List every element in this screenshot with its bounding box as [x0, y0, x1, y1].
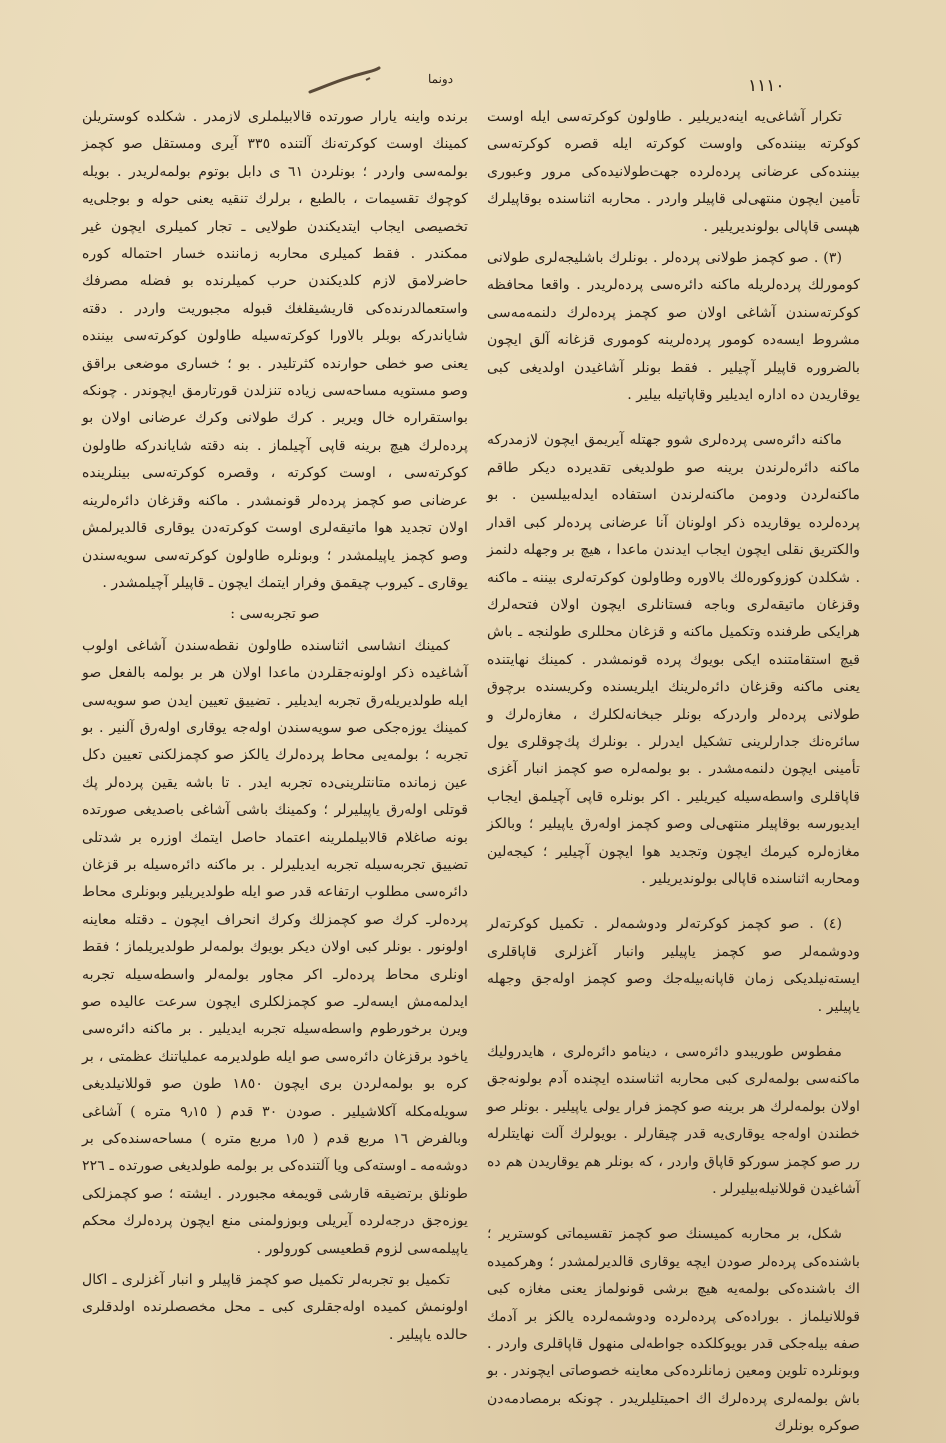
- paragraph: شکل، بر محاربه کمیسنك صو کچمز تقسیماتی کوستریر ؛ باشنده‌کی پرده‌لر صودن ایچه یوقاری قالدیرلمشدر ؛ وهرکمیده اك باشنده‌کی بولمه‌یه هیچ برشی قونولماز یعنی مغازه کبی قوللانیلماز . بوراده‌کی پرده‌لرده ودوشمه‌لرده یالکز بر آدمك صفه بیله‌جکی قدر بویوکلکده جواطه‌لی منهول قاپاقلری واردر . وبونلرده تلوین ومعین زمانلرده‌کی معاینه خصوصاتی ایچوندر . بو باش بولمه‌لری پرده‌لرك اك احمیتلیلریدر . چونکه برمصادمه‌دن صوکره بونلرك: [487, 1226, 860, 1435]
- paragraph: کمینك انشاسی اثناسنده طاولون نقطه‌سندن آشاغی اولوب آشاغیده ذکر اولونه‌جقلردن ماعدا اولان هر بر بولمه بالفعل صو ایله طولدیریله‌رق تجربه ایدیلیر . تضییق تعیین ایدن صو سویه‌سی کمینك یوزه‌جکی صو سویه‌سندن اوله‌جه یوقاری اوله‌رق آلنیر . بو تجربه ؛ بولمه‌یی محاط پرده‌لرك یالکز صو کچمزلکنی تعیین دکل عین زمانده متانتلرینی‌ده تجربه ایدر . تا باشه یقین پرده‌لر پك قوتلی اوله‌رق یاپیلیرلر ؛ وکمینك باشی آشاغی باصدیغی صورتده بونه صاغلام قالابیلملرینه اعتماد حاصل ایتمك اوزره بر شدتلی تضییق تجربه‌سیله تجربه ایدیلیرلر . بر ماکنه دائره‌سیله بر قزغان دائره‌سی مطلوب ارتفاعه قدر صو ایله طولدیریلیر وبونلری محاط پرده‌لرـ کرك صو کچمزلك وکرك انحراف ایچون ـ دقتله معاینه اولونور . بونلر کبی اولان دیکر بویوك بولمه‌لر طولدیریلماز ؛ فقط اونلری محاط پرده‌لرـ اکر مجاور بولمه‌لر واسطه‌سیله تجربه ایدلمه‌مش ایسه‌لرـ صو کچمزلکلری ایچون سرعت عالیده صو ویرن برخورطوم واسطه‌سیله تجربه ایدیلیر . بر ماکنه دائره‌سی یاخود برقزغان دائره‌سی صو ایله طولدیرمه عملیاتنك عظمتی ، بر کره بو بولمه‌لردن بری ایچون ١٨٥٠ طون صو قوللانیلدیغی سویله‌مکله آکلاشیلیر . صودن ٣٠ قدم ( ٩٫١٥ متره ) آشاغی وبالفرض ١٦ مربع قدم ( ١٫٥ مربع متره ) مساحه‌سنده‌کی بر دوشه‌مه ـ اوسته‌کی ویا آلتنده‌کی بر بولمه طولدیغی صورتده ـ ٢٢٦ طونلق برتضیقه قارشی قویمغه مجبوردر . ایشته ؛ صو کچمزلکی یوزه‌جق درجه‌لرده آیریلی وبوزولمنی منع ایچون پرده‌لرك محکم یاپیلمه‌سی لزوم قطعیسی کورولور .: [82, 637, 469, 1257]
- section-paragraph: (٤) . صو کچمز کوکرته‌لر ودوشمه‌لر . تکمیل کوکرته‌لر ودوشمه‌لر صو کچمز یاپیلیر وانبار آغزلری قاپاقلری ایسته‌نیلدیکی زمان قاپانه‌بیله‌جك وصو کچمز اوله‌جق وجهله یاپیلیر .: [487, 916, 860, 1015]
- left-column: [82, 104, 468, 1394]
- page-header: [0, 62, 946, 102]
- running-title: دونما: [428, 72, 454, 86]
- section-heading: صو تجربه‌سی :: [230, 606, 320, 623]
- page-number: ١١١٠: [748, 76, 785, 96]
- paragraph: مفطوس طوریبدو دائره‌سی ، دینامو دائره‌لری ، هایدرولیك ماکنه‌سی بولمه‌لری کبی محاربه اثناسنده ایچنده آدم بولونه‌جق اولان بولمه‌لرك هر برینه صو کچمز فرار یولی یاپیلیر . بونلر صو خطندن اوله‌جه یوقاری‌یه قدر چیقارلر . بویولرك آلت نهایتلرله رر صو کچمز سورکو قاپاق واردر ، که بونلر هم یوقاریدن هم ده آشاغیدن قوللانیله‌بیلیرلر .: [487, 1044, 860, 1198]
- right-column: [487, 104, 860, 1435]
- paragraph: برنده واینه یارار صورتده قالابیلملری لازمدر . شکلده کوستریلن کمینك اوست کوکرته‌نك آلتنده ٣٣٥ آیری ومستقل صو کچمز بولمه‌سی واردر ؛ بونلردن ٦١ ی دابل بوتوم بولمه‌لریدر . بویله کوچوك تقسیمات ، بالطبع ، برلرك تنقیه یعنی حوله و بوجلی‌یه تخصیصی ایجاب ایتدیکندن طولایی ـ تجار کمیلری ایچون غیر ممکندر . فقط کمیلری محاربه زماننده خسار احتماله کوره حاضرلامق لازم کلدیکندن حرب کمیلرنده بو فضله مصرفك واستعمالدرنده‌کی قاریشیقلغك قبوله مجبوریت واردر . دقته شایاندرکه بوبلر بالاورا کوکرته‌سیله طاولون کوکرته‌سی بیننده یعنی صو خطی حوارنده کثرتلیدر . بو ؛ خساری موضعی براقق وصو مستویه مساحه‌سی زیاده تنزلدن قورتارمق ایچوندر . چونکه بواستقراره خال ویریر . کرك طولانی وکرك عرضانی اولان بو پرده‌لرك هیچ برینه قاپی آچیلماز . بنه دقته شایاندرکه طاولون کوکرته‌سی ، اوست کوکرته ، وقصره کوکرته‌سی بینلرینده عرضانی صو کچمز پرده‌لر قونمشدر . ماکنه وقزغان دائره‌لرینه اولان تجدید هوا ماتیقه‌لری اوست کوکرته‌دن یوقاری قالدیرلمش وصو کچمز یاپیلمشدر ؛ وبونلره طاولون کوکرته‌سی سویه‌سندن یوقاری ـ کیروب چیقمق وفرار ایتمك ایچون ـ قاپیلر آچیلمشدر .: [82, 109, 468, 591]
- paragraph: ماکنه دائره‌سی پرده‌لری شوو جهتله آیریمق ایچون لازمدرکه ماکنه دائره‌لرندن برینه صو طولدیغی تقدیرده دیکر طاقم ماکنه‌لردن ودومن ماکنه‌لرندن استفاده ایدله‌بیلسین . بو پرده‌لرده یوقاریده ذکر اولونان آنا عرضانی پرده‌لر کبی اقدار والکتریق نقلی ایچون ایجاب ایدندن ماعدا ، هیچ بر وجهله دلنمز . شکلدن کوزوکوره‌لك بالاوره وطاولون کوکرته‌لری بیننه ـ ماکنه وقزغان ماتیقه‌لری وباجه فستانلری ایچون اولان فتحه‌لرك هرایکی طرفنده وتکمیل ماکنه و قزغان محللری طولنجه ـ باش قیچ استقامتنده ایکی بویوك پرده قونمشدر . کمینك نهایتنده یعنی ماکنه وقزغان دائره‌لرینك ایلریسنده وکریسنده برچوق طولانی پرده‌لر واردرکه بونلر جبخانه‌لکلرك ، مغازه‌لرك و سائره‌نك جدارلرینی تشکیل ایدرلر . بونلرك پك‌چوقلری یول تأمینی ایچون دلنمه‌مشدر . بو بولمه‌لره صو کچمز انبار آغزی قاپاقلری واسطه‌سیله کیریلیر . اکر بونلره قاپی آچیلمق ایجاب ایدیورسه بوقاپیلر منتهی‌لی وصو کچمز اوله‌رق یاپیلیر ؛ وبالکز مغازه‌لره کیرمك ایچون وتجدید هوا ایچون آچیلیر ؛ کیجه‌لین ومحاربه اثناسنده قاپالی بولوندیریلیر .: [487, 432, 860, 887]
- ink-mark-icon: [306, 62, 386, 102]
- section-paragraph: (٣) . صو کچمز طولانی پرده‌لر . بونلرك باشلیجه‌لری طولانی کومورلك پرده‌لریله ماکنه دائره‌سی پرده‌لریدر . واقعا محافظه کوکرته‌سندن آشاغی اولان صو کچمز پرده‌لرك دلنمه‌مه‌سی مشروط ایسه‌ده کومور پرده‌لرینه کوموری قزغانه آلق ایچون بالضروره قاپیلر آچیلیر . فقط بونلر آشاغیدن اولدیغی کبی یوقاریدن ده اداره ایدیلیر وقاپاتیله بیلیر .: [487, 250, 860, 404]
- paragraph: تکمیل بو تجربه‌لر تکمیل صو کچمز قاپیلر و انبار آغزلری ـ اکال اولونمش کمیده اوله‌جقلری کبی ـ محل مخصصلرنده اولدقلری حالده یاپیلیر .: [82, 1272, 468, 1343]
- paragraph: تكرار آشاغی‌یه اینه‌دیریلیر . طاولون کوکرته‌سی ایله اوست کوکرته بیننده‌کی واوست کوکرته ایله قصره کوکرته‌سی بیننده‌کی عرضانی پرده‌لرده جهت‌طولانیده‌کی مرور وعبوری تأمین ایچون منتهی‌لی قاپیلر واردر . محاربه اثناسنده بوقاپیلرك هپسی قاپالی بولوندیریلیر .: [487, 109, 860, 235]
